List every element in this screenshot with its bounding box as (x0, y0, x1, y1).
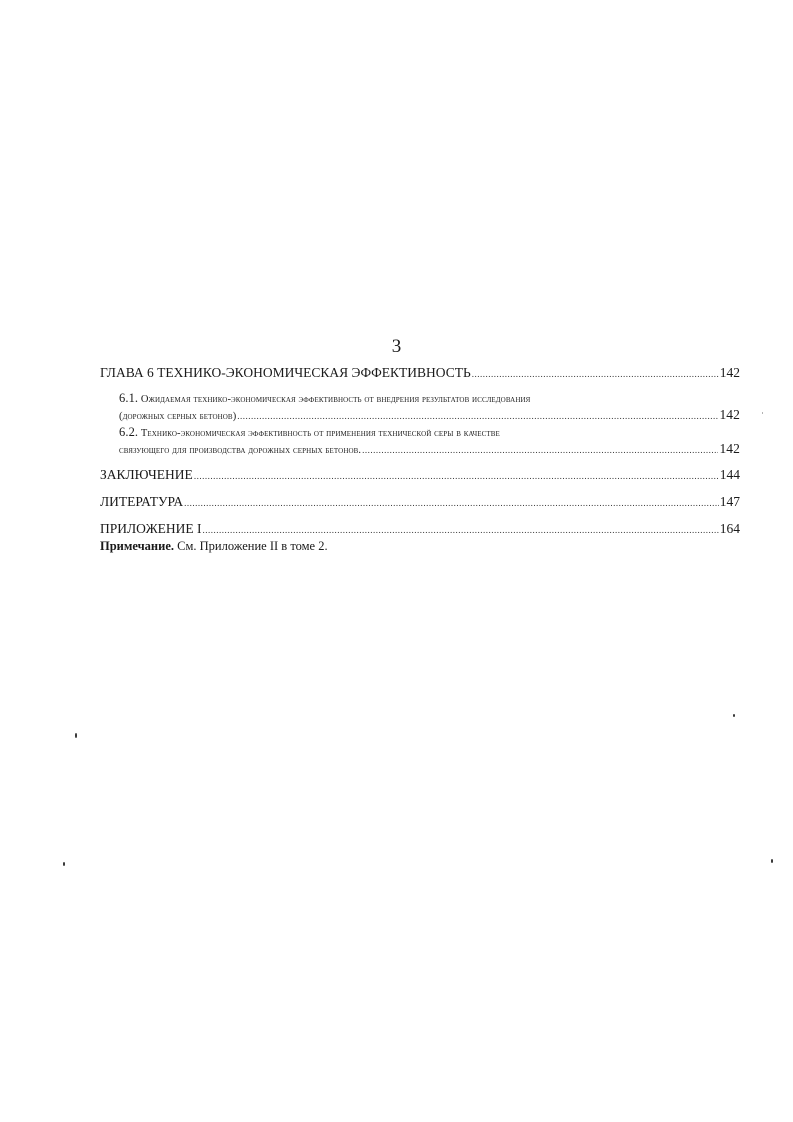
table-of-contents (100, 362, 740, 539)
toc-subsection-number: 6.1. (119, 391, 139, 405)
toc-chapter-6[interactable] (100, 364, 740, 383)
toc-entry-appendix-1[interactable] (100, 520, 740, 539)
toc-subsection-title-line1: Ожидаемая технико-экономическая эффективность от внедрения результатов исследования (140, 394, 531, 405)
toc-chapter-title: ГЛАВА 6 ТЕХНИКО-ЭКОНОМИЧЕСКАЯ ЭФФЕКТИВНОСТЬ (100, 365, 471, 380)
page-number: 3 (391, 336, 402, 357)
toc-dot-leader (237, 409, 718, 424)
toc-page-number: 164 (719, 521, 740, 536)
toc-subsection-number: 6.2. (119, 425, 139, 439)
scan-speck (75, 733, 77, 738)
toc-entry-title: ЛИТЕРАТУРА (100, 494, 184, 509)
toc-entry-conclusion[interactable] (100, 466, 740, 485)
footnote (100, 538, 328, 554)
toc-dot-leader (194, 468, 719, 485)
toc-subsection-title-line2: связующего для производства дорожных серных бетонов. (119, 445, 362, 456)
toc-dot-leader (472, 366, 719, 383)
toc-page-number: 142 (719, 365, 740, 380)
scan-speck (733, 714, 735, 717)
toc-subsection-6-2[interactable] (119, 425, 740, 458)
toc-entry-title: ЗАКЛЮЧЕНИЕ (100, 467, 193, 482)
toc-dot-leader (203, 522, 719, 539)
toc-subsection-title-line2: (дорожных серных бетонов) (119, 411, 237, 422)
toc-subsection-6-1[interactable] (119, 391, 740, 424)
scan-speck (771, 859, 773, 863)
toc-page-number: 147 (719, 494, 740, 509)
scan-speck (63, 862, 65, 866)
toc-page-number: 144 (719, 467, 740, 482)
toc-dot-leader (362, 443, 718, 458)
toc-entry-title: ПРИЛОЖЕНИЕ I (100, 521, 202, 536)
toc-subsection-title-line1: Технико-экономическая эффективность от применения технической серы в качестве (140, 428, 500, 439)
note-label: Примечание. (100, 539, 175, 553)
toc-entry-literature[interactable] (100, 493, 740, 512)
note-text: См. Приложение II в томе 2. (177, 539, 328, 553)
toc-page-number: 142 (719, 407, 740, 422)
toc-page-number: 142 (719, 441, 740, 456)
toc-dot-leader (184, 495, 719, 512)
scan-speck (762, 412, 763, 414)
